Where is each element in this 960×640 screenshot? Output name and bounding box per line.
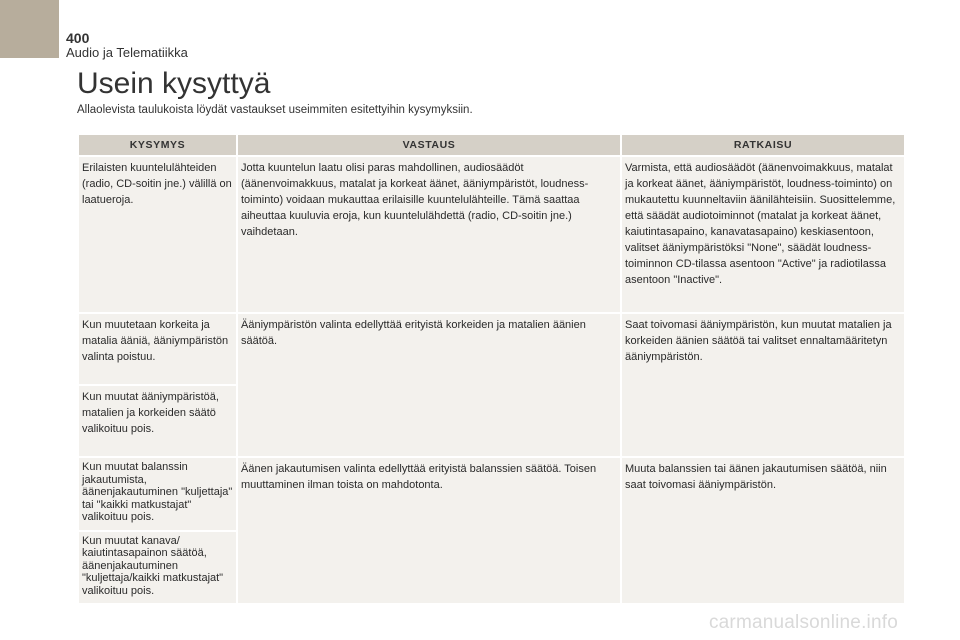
answer-cell: Jotta kuuntelun laatu olisi paras mahdollinen, audiosäädöt (äänenvoimakkuus, matalat ja korkeat äänet, ääniympäristöt, loudness-toiminto) voidaan mukauttaa erilaisille kuuntelulähteille. Tämä saattaa aiheuttaa kuuluvia eroja, kun kuuntelulähdettä (radio, CD-soitin jne.) vaihdetaan. (238, 157, 620, 312)
table-row (79, 157, 904, 312)
question-cell: Kun muutetaan korkeita ja matalia ääniä, ääniympäristön valinta poistuu. (79, 314, 236, 384)
question-cell: Kun muutat kanava/ kaiutintasapainon säätöä, äänenjakautuminen "kuljettaja/kaikki matkustajat" valikoituu pois. (79, 532, 236, 604)
page-number: 400 (66, 30, 90, 46)
question-cell: Kun muutat ääniympäristöä, matalien ja korkeiden säätö valikoituu pois. (79, 386, 236, 456)
table-header-row (79, 135, 904, 155)
section-name: Audio ja Telematiikka (66, 45, 188, 60)
question-cell: Erilaisten kuuntelulähteiden (radio, CD-soitin jne.) välillä on laatueroja. (79, 157, 236, 312)
intro-text: Allaolevista taulukoista löydät vastaukset useimmiten esitettyihin kysymyksiin. (77, 104, 473, 116)
watermark: carmanualsonline.info (708, 612, 898, 633)
corner-tab (0, 0, 59, 58)
header-answer: VASTAUS (238, 135, 620, 155)
solution-cell: Saat toivomasi ääniympäristön, kun muutat matalien ja korkeiden äänien säätöä tai valitset ennaltamääritetyn ääniympäristön. (622, 314, 904, 456)
faq-table (77, 133, 906, 605)
header-question: KYSYMYS (79, 135, 236, 155)
solution-cell: Varmista, että audiosäädöt (äänenvoimakkuus, matalat ja korkeat äänet, ääniympäristöt, loudness-toiminto) on mukautettu kuunneltaviin äänilähteisiin. Suosittelemme, että säädät audiotoiminnot (matalat ja korkeat äänet, kaiutintasapaino, kanavatasapaino) keskiasentoon, valitset ääniympäristöksi "None", säädät loudness-toiminnon CD-tilassa asentoon "Active" ja radiotilassa asentoon "Inactive". (622, 157, 904, 312)
table-row (79, 314, 904, 384)
solution-cell: Muuta balanssien tai äänen jakautumisen säätöä, niin saat toivomasi ääniympäristön. (622, 458, 904, 603)
page-title: Usein kysyttyä (77, 67, 271, 100)
answer-cell: Ääniympäristön valinta edellyttää erityistä korkeiden ja matalien äänien säätöä. (238, 314, 620, 456)
answer-cell: Äänen jakautumisen valinta edellyttää erityistä balanssien säätöä. Toisen muuttaminen ilman toista on mahdotonta. (238, 458, 620, 603)
header-solution: RATKAISU (622, 135, 904, 155)
table-row (79, 458, 904, 530)
question-cell: Kun muutat balanssin jakautumista, äänenjakautuminen "kuljettaja" tai "kaikki matkustajat" valikoituu pois. (79, 458, 236, 530)
